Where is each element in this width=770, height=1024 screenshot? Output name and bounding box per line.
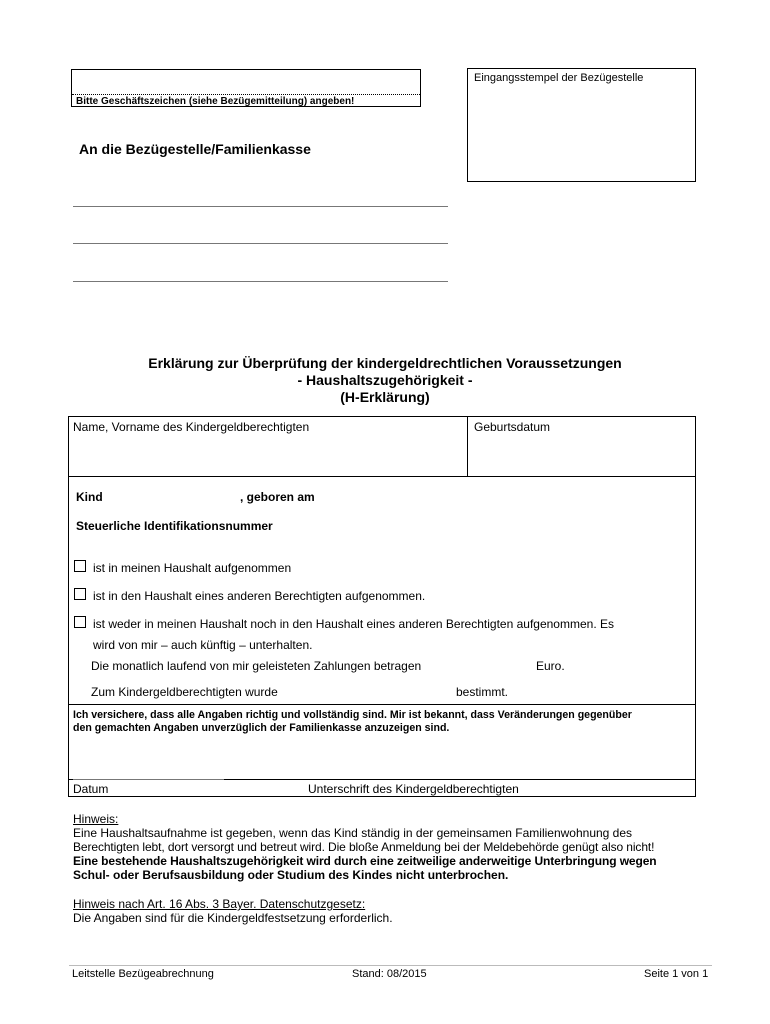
signature-field[interactable] [307,757,617,777]
hint-heading: Hinweis: [73,812,119,826]
privacy-section [73,897,714,925]
designated-label: Zum Kindergeldberechtigten wurde [91,685,278,699]
document-title: Erklärung zur Überprüfung der kindergeldrechtlichen Voraussetzungen [148,355,622,371]
declaration-form [68,416,696,797]
option-no-household-checkbox[interactable] [74,616,86,628]
name-field-label: Name, Vorname des Kindergeldberechtigten [73,420,310,434]
hint-bold-line-1: Eine bestehende Haushaltszugehörigkeit wird durch eine zeitweilige anderweitige Unterbringung wegen [73,854,657,868]
option-own-household-checkbox[interactable] [74,560,86,572]
address-line-3[interactable] [73,281,448,282]
privacy-heading: Hinweis nach Art. 16 Abs. 3 Bayer. Datenschutzgesetz: [73,897,366,911]
designated-person-field[interactable] [299,682,449,698]
born-label: , geboren am [240,490,315,504]
document-abbreviation: (H-Erklärung) [340,389,430,405]
address-line-2[interactable] [73,243,448,244]
form-divider-middle [69,704,695,705]
date-label: Datum [73,782,109,796]
child-label: Kind [76,490,103,504]
signature-label: Unterschrift des Kindergeldberechtigten [308,782,519,796]
hint-section [73,812,714,882]
stamp-box [467,68,696,182]
option-other-household-checkbox[interactable] [74,588,86,600]
address-line-1[interactable] [73,206,448,207]
recipient-heading: An die Bezügestelle/Familienkasse [79,141,311,157]
footer-left: Leitstelle Bezügeabrechnung [72,968,214,980]
privacy-text: Die Angaben sind für die Kindergeldfestsetzung erforderlich. [73,911,393,925]
payments-label: Die monatlich laufend von mir geleisteten Zahlungen betragen [91,659,422,673]
footer-divider [69,965,712,966]
date-line [73,779,224,780]
reference-label: Bitte Geschäftszeichen (siehe Bezügemitteilung) angeben! [76,96,355,107]
reference-divider [72,94,420,95]
footer-right: Seite 1 von 1 [644,968,709,980]
hint-line-2: Berechtigten lebt, dort versorgt und betreut wird. Die bloße Anmeldung bei der Meldebehörde genügt also nicht! [73,840,655,854]
designated-suffix: bestimmt. [456,685,509,699]
currency-label: Euro. [536,659,565,673]
hint-bold-line-2: Schul- oder Berufsausbildung oder Studium des Kindes nicht unterbrochen. [73,868,509,882]
name-field[interactable] [71,435,463,473]
reference-number-box[interactable] [71,69,421,107]
footer-center: Stand: 08/2015 [352,968,427,980]
option-own-household-label: ist in meinen Haushalt aufgenommen [93,561,292,575]
hint-line-1: Eine Haushaltsaufnahme ist gegeben, wenn das Kind ständig in der gemeinsamen Familienwohnung des [73,826,633,840]
option-no-household-continuation: wird von mir – auch künftig – unterhalten. [93,638,313,652]
child-name-field[interactable] [109,487,234,503]
declaration-line-1: Ich versichere, dass alle Angaben richtig und vollständig sind. Mir ist bekannt, dass Veränderungen gegenüber [73,709,632,721]
payments-amount-field[interactable] [454,656,534,672]
tax-id-field[interactable] [294,516,684,532]
document-subtitle: - Haushaltszugehörigkeit - [297,372,473,388]
declaration-line-2: den gemachten Angaben unverzüglich der Familienkasse anzuzeigen sind. [73,722,450,734]
option-other-household-label: ist in den Haushalt eines anderen Berechtigten aufgenommen. [93,589,426,603]
date-field[interactable] [73,757,224,777]
column-divider [467,417,468,476]
option-no-household-label: ist weder in meinen Haushalt noch in den Haushalt eines anderen Berechtigten aufgenommen. Es [93,617,614,631]
birthdate-field-label: Geburtsdatum [474,420,551,434]
form-divider-top [69,476,695,477]
child-birthdate-field[interactable] [324,487,684,503]
tax-id-label: Steuerliche Identifikationsnummer [76,519,273,533]
stamp-label: Eingangsstempel der Bezügestelle [474,72,644,84]
birthdate-field[interactable] [471,435,693,473]
